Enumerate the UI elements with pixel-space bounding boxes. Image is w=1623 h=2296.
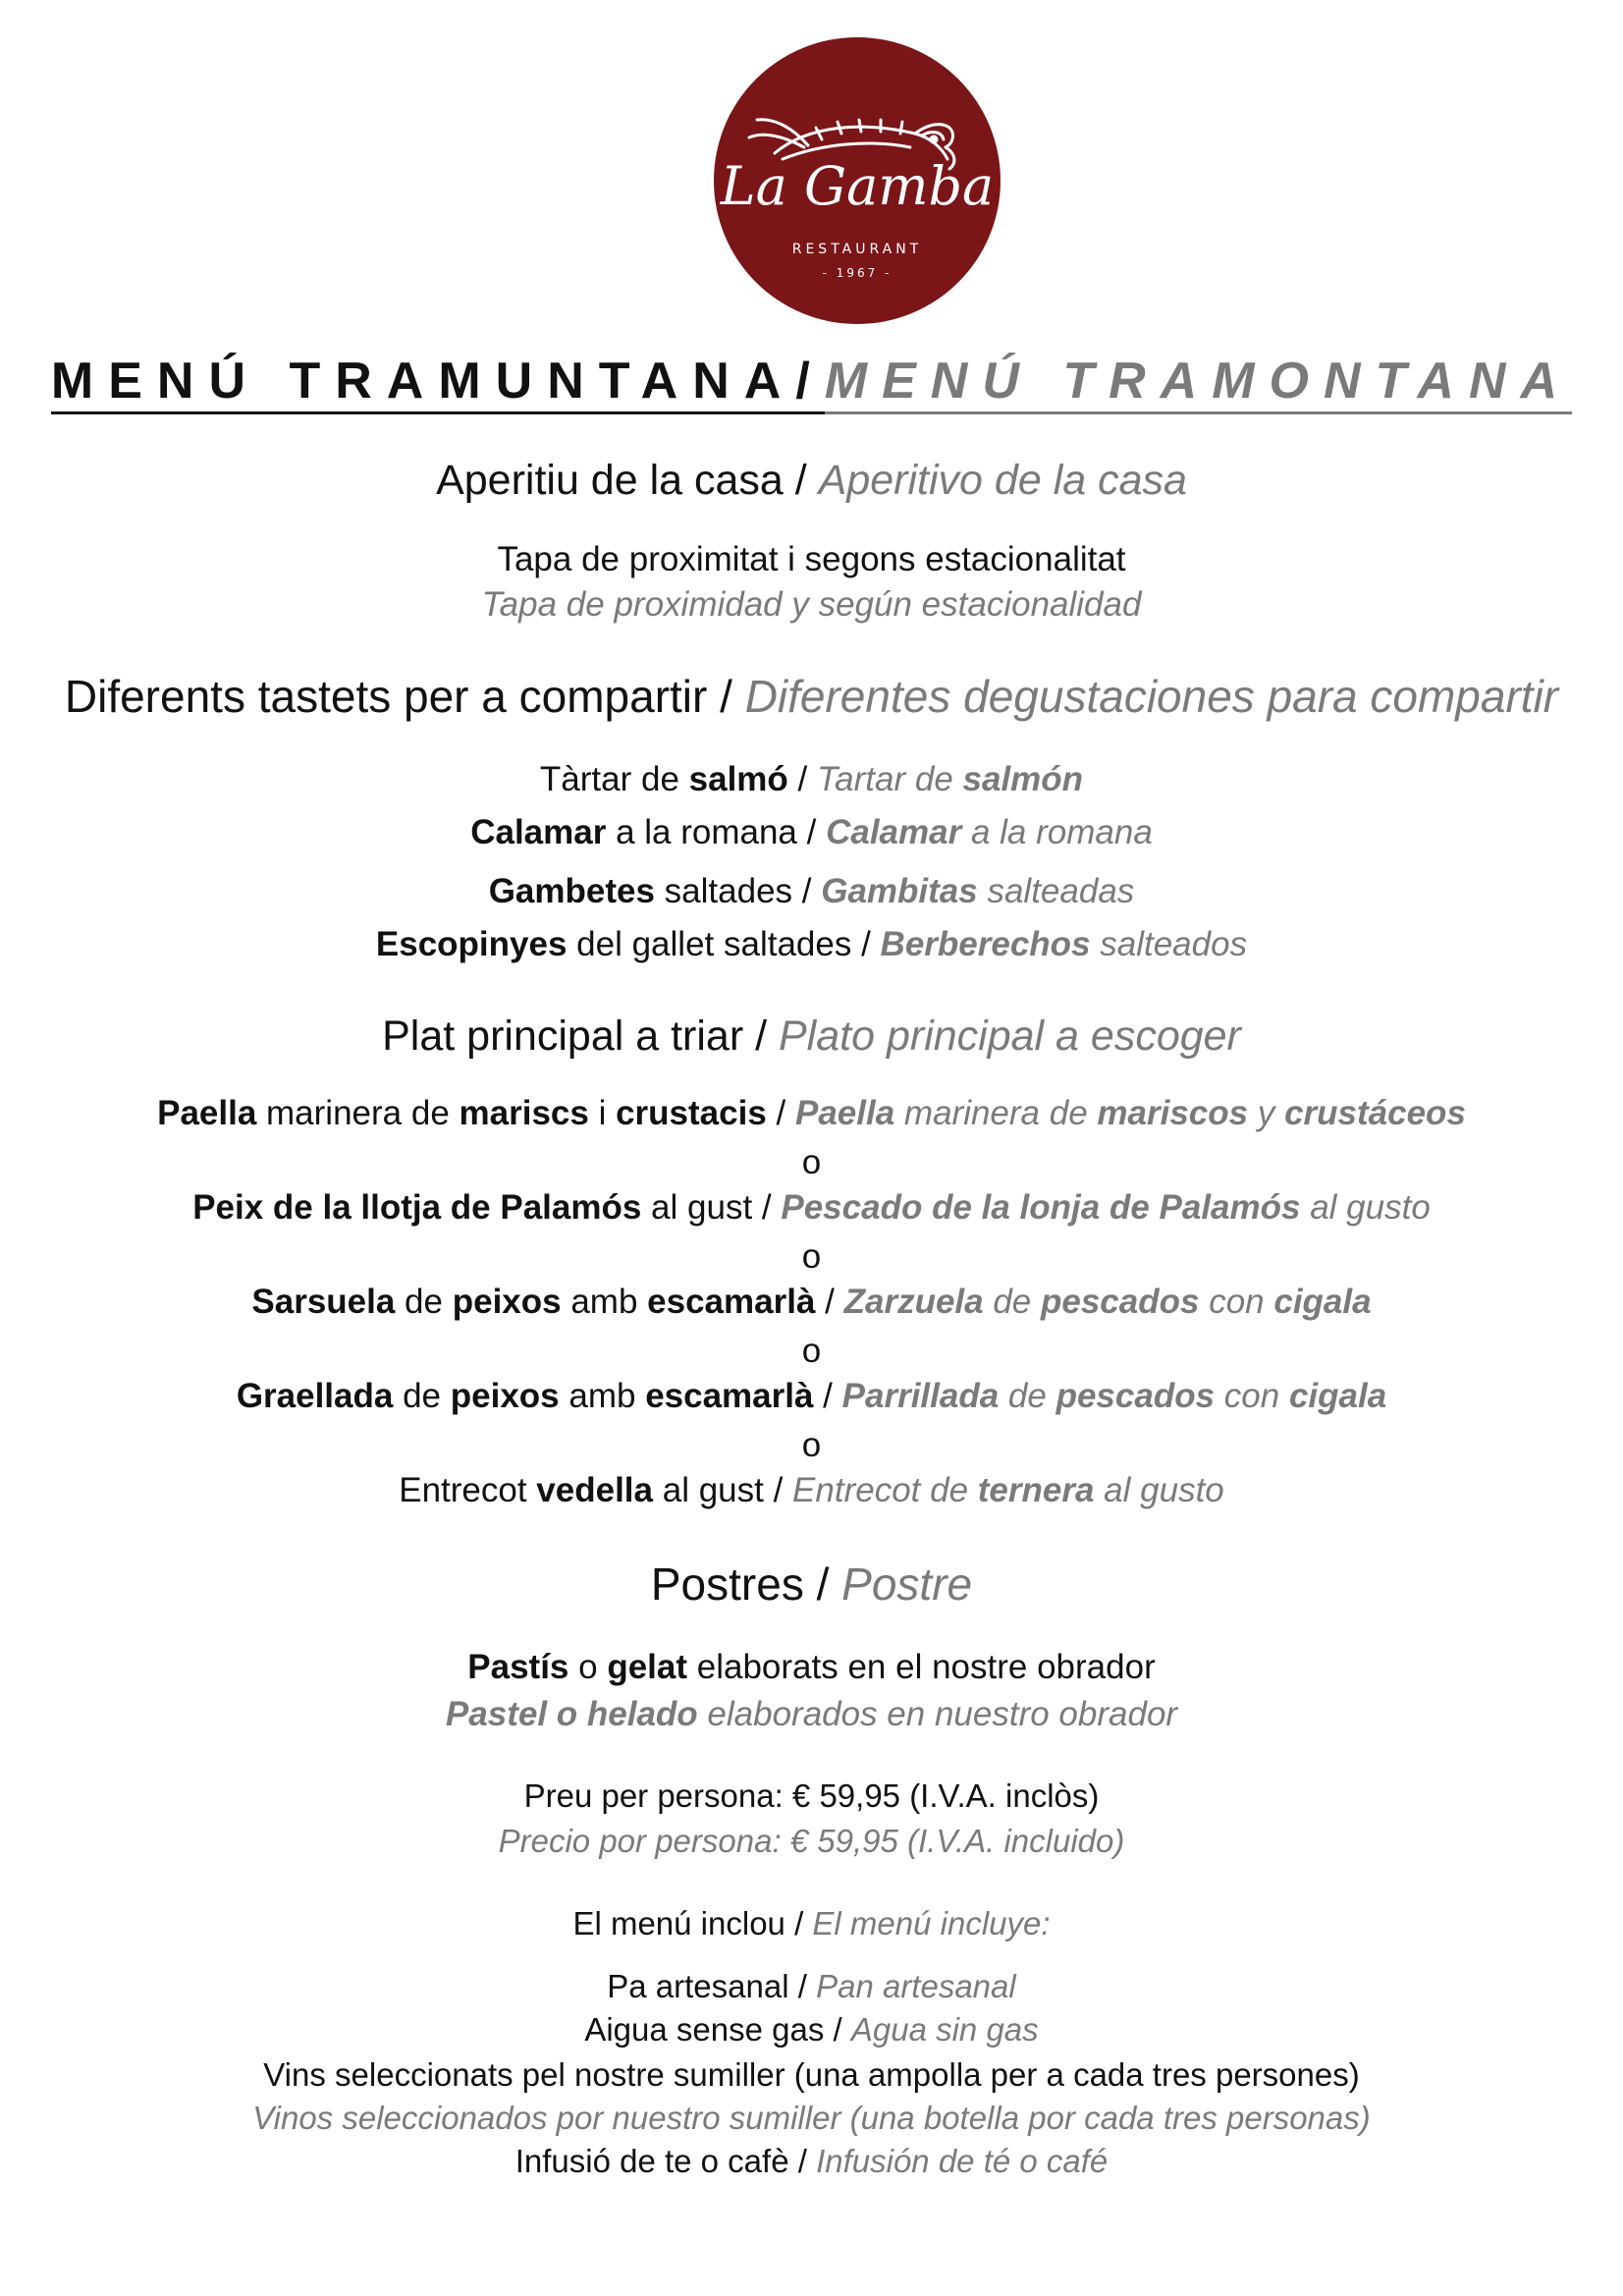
heading-ca: Aperitiu de la casa: [436, 457, 784, 504]
or-separator: o: [801, 1426, 822, 1464]
dish-text-es: marinera de: [894, 1094, 1098, 1132]
dish-bold-es: Zarzuela: [843, 1283, 984, 1321]
dish-text-es: de: [999, 1377, 1056, 1415]
price-es: Precio por persona: € 59,95 (I.V.A. incluido): [498, 1823, 1125, 1859]
separator: /: [851, 925, 881, 963]
separator: /: [707, 671, 745, 722]
dish-bold: Pastís: [467, 1648, 569, 1686]
dish-bold-es: Parrillada: [841, 1377, 1000, 1415]
section-heading-principal: [0, 1012, 1623, 1060]
heading-es: Plato principal a escoger: [779, 1012, 1241, 1060]
dish-bold-es: crustáceos: [1284, 1094, 1466, 1132]
includes-item-bread: [0, 1970, 1623, 2002]
aperitiu-line-ca: Tapa de proximitat i segons estacionalitat: [497, 540, 1126, 578]
separator: /: [743, 1012, 779, 1060]
separator: /: [787, 760, 817, 798]
dish-bold: Peix de la llotja de Palamós: [192, 1188, 642, 1227]
dish-text-es: de: [983, 1283, 1041, 1321]
separator: /: [815, 1283, 844, 1321]
item-ca: Pa artesanal: [607, 1968, 789, 2004]
heading-ca: Plat principal a triar: [382, 1012, 744, 1060]
includes-item-wine-es: Vinos seleccionados por nuestro sumiller (una botella por cada tres personas): [252, 2100, 1371, 2136]
dish-text: Entrecot: [399, 1471, 537, 1509]
or-separator: o: [801, 1143, 822, 1181]
logo-subtitle: RESTAURANT: [791, 242, 923, 257]
dish-text: saltades: [654, 872, 793, 910]
dish-bold: peixos: [450, 1377, 560, 1415]
or-separator: o: [801, 1237, 822, 1276]
includes-heading: [0, 1907, 1623, 1940]
includes-item-infusion: [0, 2145, 1623, 2177]
separator: /: [752, 1188, 782, 1227]
dish-text-es: a la romana: [961, 813, 1153, 851]
or-separator: o: [801, 1332, 822, 1370]
dish-bold: gelat: [607, 1648, 688, 1686]
logo-name: La Gamba: [720, 155, 995, 217]
separator: /: [792, 872, 822, 910]
dish-text: a la romana: [606, 813, 797, 851]
separator: /: [796, 813, 827, 851]
dish-bold-es: Gambitas: [821, 872, 978, 910]
tastet-item: [0, 762, 1623, 796]
dish-bold-es: Berberechos: [880, 925, 1091, 963]
dish-bold-es: salmón: [962, 760, 1084, 798]
postres-line-ca: [0, 1650, 1623, 1684]
item-es: Infusión de té o café: [816, 2143, 1109, 2179]
heading-es: El menú incluye:: [812, 1905, 1051, 1941]
aperitiu-line-es: Tapa de proximidad y según estacionalidad: [481, 585, 1142, 624]
logo-year: - 1967 -: [822, 266, 893, 280]
separator: /: [824, 2011, 851, 2048]
dish-bold: Escopinyes: [375, 925, 568, 963]
dish-bold: salmó: [688, 760, 788, 798]
section-heading-aperitiu: [0, 457, 1623, 504]
main-dish-item: [0, 1473, 1623, 1507]
separator: /: [788, 1968, 817, 2004]
dish-text: marinera de: [256, 1094, 460, 1132]
dish-text: amb: [561, 1283, 648, 1321]
main-dish-item: [0, 1096, 1623, 1130]
dish-text-es: al gusto: [1094, 1471, 1224, 1509]
dish-bold-es: Pescado de la lonja de Palamós: [781, 1188, 1301, 1227]
dish-bold-es: Paella: [794, 1094, 895, 1132]
dish-bold: Graellada: [236, 1377, 394, 1415]
dish-bold-es: Calamar: [826, 813, 962, 851]
dish-text: o: [568, 1648, 608, 1686]
main-dish-item: [0, 1285, 1623, 1319]
dish-bold-es: ternera: [977, 1471, 1095, 1509]
dish-bold: mariscs: [459, 1094, 589, 1132]
main-dish-item: [0, 1379, 1623, 1413]
dish-text-es: salteadas: [977, 872, 1135, 910]
separator: /: [766, 1094, 795, 1132]
dish-text-es: Entrecot de: [792, 1471, 978, 1509]
restaurant-logo: [714, 37, 1001, 324]
separator: /: [763, 1471, 793, 1509]
dish-bold: Calamar: [470, 813, 607, 851]
price-ca: Preu per persona: € 59,95 (I.V.A. inclòs): [523, 1777, 1100, 1814]
dish-bold: Paella: [157, 1094, 257, 1132]
separator: /: [813, 1377, 842, 1415]
dish-bold: Sarsuela: [251, 1283, 396, 1321]
separator: /: [803, 1558, 842, 1610]
tastet-item: [0, 874, 1623, 908]
dish-text: al gust: [653, 1471, 764, 1509]
dish-text-es: salteados: [1090, 925, 1248, 963]
heading-es: Postre: [841, 1558, 973, 1610]
title-ca: MENÚ TRAMUNTANA/: [51, 353, 825, 414]
dish-text: al gust: [641, 1188, 753, 1227]
dish-text: de: [393, 1377, 451, 1415]
item-ca: Infusió de te o cafè: [514, 2143, 789, 2179]
dish-text-es: Tartar de: [817, 760, 963, 798]
dish-bold: peixos: [452, 1283, 562, 1321]
includes-item-wine-ca: Vins seleccionats pel nostre sumiller (una ampolla per a cada tres persones): [263, 2056, 1360, 2093]
dish-text-es: con: [1199, 1283, 1274, 1321]
heading-ca: Diferents tastets per a compartir: [64, 671, 708, 722]
item-es: Agua sin gas: [850, 2011, 1039, 2048]
dish-text: i: [588, 1094, 617, 1132]
title-es: MENÚ TRAMONTANA: [825, 353, 1572, 414]
dish-bold: vedella: [536, 1471, 653, 1509]
dish-text-es: elaborados en nuestro obrador: [697, 1695, 1178, 1733]
tastet-item: [0, 815, 1623, 849]
includes-item-water: [0, 2013, 1623, 2046]
postres-line-es: [0, 1697, 1623, 1731]
separator: /: [784, 1905, 813, 1941]
heading-es: Diferentes degustaciones para compartir: [744, 671, 1559, 722]
section-heading-tastets: [0, 671, 1623, 722]
dish-text: Tàrtar de: [539, 760, 689, 798]
shrimp-logo-icon: [714, 37, 1001, 324]
dish-text-es: con: [1215, 1377, 1289, 1415]
dish-bold-es: Pastel o helado: [445, 1695, 698, 1733]
dish-text: amb: [559, 1377, 646, 1415]
dish-bold: Gambetes: [488, 872, 655, 910]
dish-bold-es: pescados: [1055, 1377, 1216, 1415]
dish-bold: crustacis: [616, 1094, 767, 1132]
dish-text-es: al gusto: [1300, 1188, 1431, 1227]
dish-bold: escamarlà: [647, 1283, 816, 1321]
separator: /: [788, 2143, 817, 2179]
heading-ca: El menú inclou: [572, 1905, 785, 1941]
dish-text: del gallet saltades: [567, 925, 852, 963]
dish-bold: escamarlà: [645, 1377, 814, 1415]
dish-text: elaborats en el nostre obrador: [687, 1648, 1156, 1686]
main-dish-item: [0, 1190, 1623, 1225]
dish-bold-es: mariscos: [1097, 1094, 1249, 1132]
dish-bold-es: pescados: [1041, 1283, 1200, 1321]
dish-bold-es: cigala: [1273, 1283, 1372, 1321]
page-title: [0, 353, 1623, 410]
dish-text: de: [395, 1283, 453, 1321]
item-ca: Aigua sense gas: [584, 2011, 825, 2048]
heading-es: Aperitivo de la casa: [818, 457, 1187, 504]
item-es: Pan artesanal: [816, 1968, 1016, 2004]
dish-bold-es: cigala: [1288, 1377, 1387, 1415]
section-heading-postres: [0, 1558, 1623, 1610]
heading-ca: Postres: [650, 1558, 804, 1610]
tastet-item: [0, 927, 1623, 961]
separator: /: [783, 457, 819, 504]
dish-text-es: y: [1248, 1094, 1285, 1132]
